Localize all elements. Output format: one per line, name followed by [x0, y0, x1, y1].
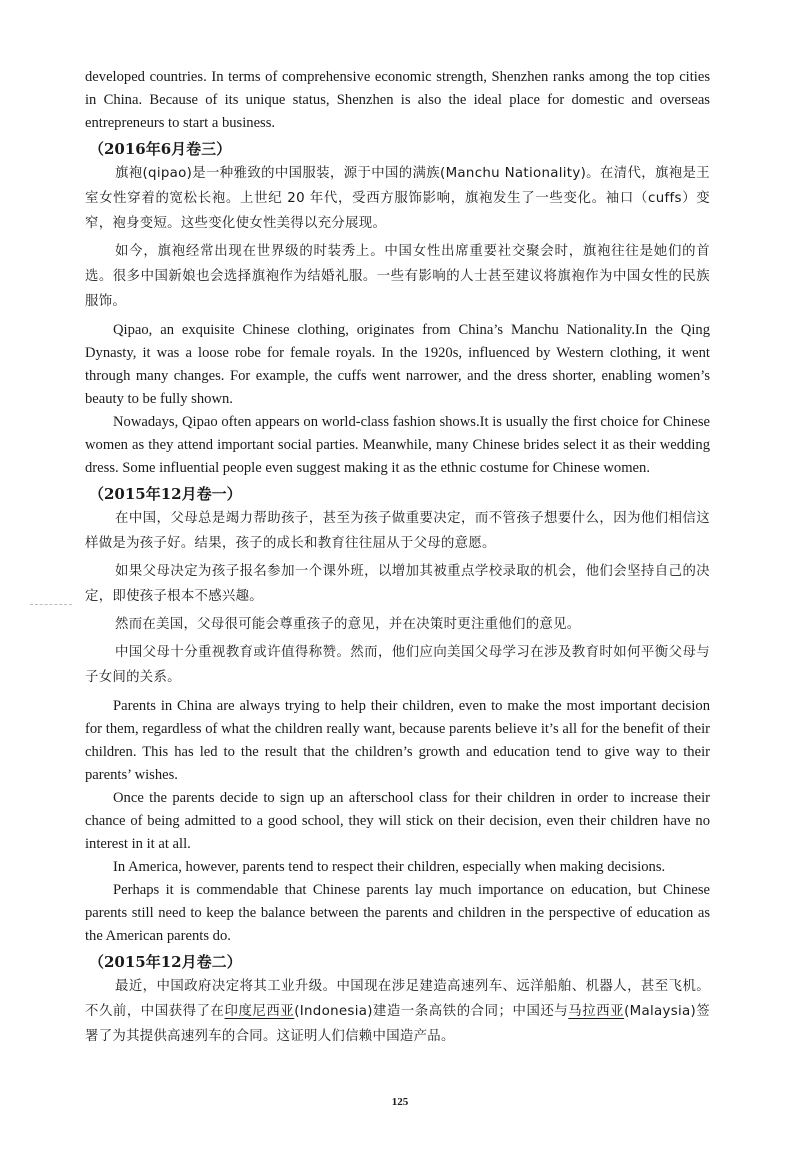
qipao-zh-paragraph-2: 如今，旗袍经常出现在世界级的时装秀上。中国女性出席重要社交聚会时，旗袍往往是她们的首选。很多中国新娘也会选择旗袍作为结婚礼服。一些有影响的人士甚至建议将旗袍作为中国女性的民族服饰。: [85, 244, 710, 309]
parents-zh-paragraph-4: 中国父母十分重视教育或许值得称赞。然而，他们应向美国父母学习在涉及教育时如何平衡父母与子女间的关系。: [85, 645, 710, 685]
malaysia-underlined: 马拉西亚: [568, 1004, 625, 1019]
industry-zh-text-c: (Malaysia)签署了为其提供高速列车的合同。这证明人们信赖中国造产品。: [85, 1004, 711, 1044]
industry-zh-text-b: (Indonesia)建造一条高铁的合同；中国还与: [294, 1004, 569, 1019]
qipao-zh-paragraph-1: 旗袍(qipao)是一种雅致的中国服装，源于中国的满族(Manchu Nationality)。在清代，旗袍是王室女性穿着的宽松长袍。上世纪 20 年代，受西方服饰影响，旗袍发生了一些变化。袖口（cuffs）变窄，袍身变短。这些变化使女性美得以充分展现。: [85, 166, 710, 231]
intro-paragraph: developed countries. In terms of comprehensive economic strength, Shenzhen ranks among the top cities in China. Because of its unique status, Shenzhen is also the ideal place for domestic and overseas entrepreneurs to start a business.: [85, 69, 710, 131]
parents-en-paragraph-1: Parents in China are always trying to help their children, even to make the most important decision for them, regardless of what the children really want, because parents believe it’s all for the benefit of their children. This has led to the result that the children’s growth and education tend to give way to their parents’ wishes.: [85, 698, 710, 783]
industry-zh-paragraph: [85, 974, 710, 1049]
qipao-en-paragraph-1: Qipao, an exquisite Chinese clothing, originates from China’s Manchu Nationality.In the Qing Dynasty, it was a loose robe for female royals. In the 1920s, influenced by Western clothing, it went through many changes. For example, the cuffs went narrower, and the dress shorter, enabling women’s beauty to be fully shown.: [85, 322, 710, 407]
section-heading-2015-dec-1: （2015年12月卷一）: [89, 485, 242, 503]
parents-zh-paragraph-3: 然而在美国，父母很可能会尊重孩子的意见，并在决策时更注重他们的意见。: [115, 617, 581, 632]
section-heading-2015-dec-2: （2015年12月卷二）: [89, 953, 242, 971]
scan-artifact-line: [30, 604, 72, 605]
parents-zh-paragraph-1: 在中国，父母总是竭力帮助孩子，甚至为孩子做重要决定，而不管孩子想要什么，因为他们相信这样做是为孩子好。结果，孩子的成长和教育往往屈从于父母的意愿。: [85, 511, 710, 551]
parents-zh-paragraph-2: 如果父母决定为孩子报名参加一个课外班，以增加其被重点学校录取的机会，他们会坚持自己的决定，即使孩子根本不感兴趣。: [85, 564, 710, 604]
parents-en-paragraph-3: In America, however, parents tend to respect their children, especially when making decisions.: [113, 859, 666, 875]
industry-zh-text-a: 最近，中国政府决定将其工业升级。中国现在涉足建造高速列车、远洋船舶、机器人，甚至飞机。不久前，中国获得了在: [85, 979, 710, 1019]
section-heading-2016-june-3: （2016年6月卷三）: [89, 140, 232, 158]
document-page: [85, 66, 710, 1049]
indonesia-underlined: 印度尼西亚: [224, 1004, 295, 1019]
page-number: 125: [391, 1096, 409, 1108]
parents-en-paragraph-2: Once the parents decide to sign up an afterschool class for their children in order to increase their chance of being admitted to a good school, they will stick on their decision, even their children have no interest in it at all.: [85, 790, 710, 852]
parents-en-paragraph-4: Perhaps it is commendable that Chinese parents lay much importance on education, but Chinese parents still need to keep the balance between the parents and children in the perspective of education as the American parents do.: [85, 882, 710, 944]
qipao-en-paragraph-2: Nowadays, Qipao often appears on world-class fashion shows.It is usually the first choice for Chinese women as they attend important social parties. Meanwhile, many Chinese brides select it as their wedding dress. Some influential people even suggest making it as the ethnic costume for Chinese women.: [85, 414, 710, 476]
